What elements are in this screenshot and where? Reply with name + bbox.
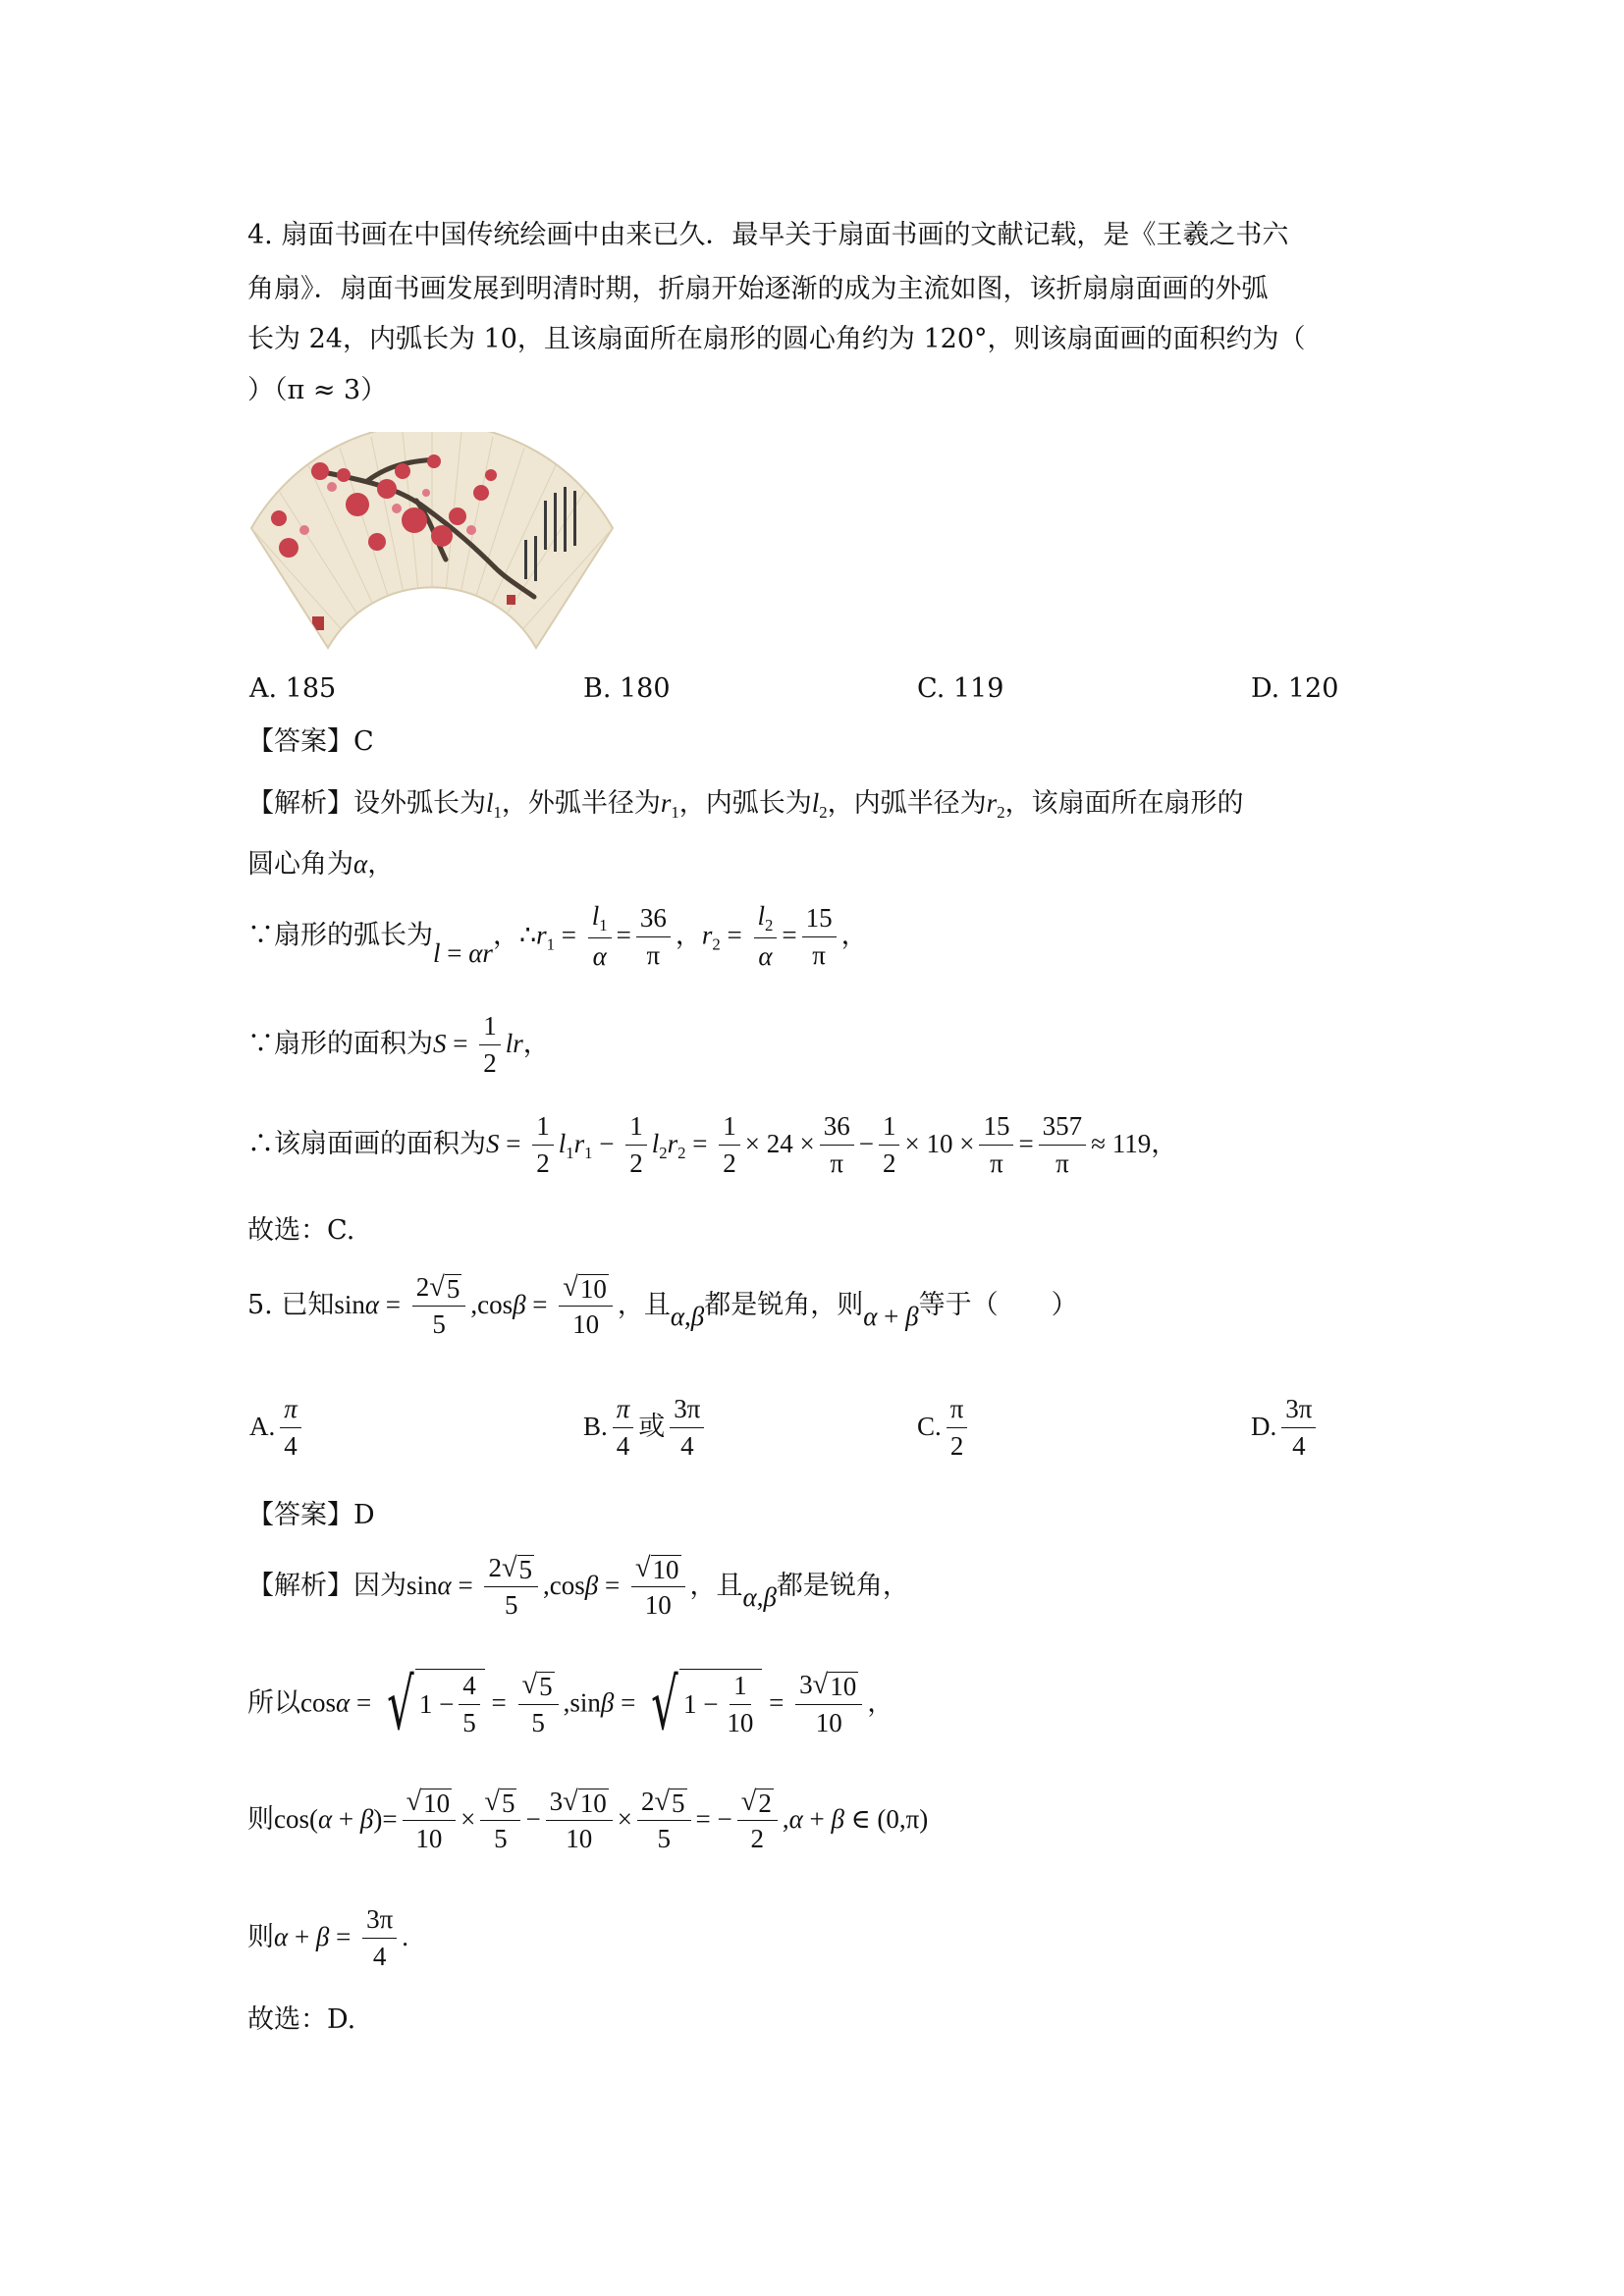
q4-answer: 【答案】C — [247, 726, 374, 757]
q5-analysis-line-2: 所以cosα = √ 1 − $\frac{4}{5}$ = √ 5 5 ,sinβ = √ 1 − $\frac{1}{10}$ = 3 √ 10 10 ， — [247, 1663, 894, 1745]
q5-conclusion: 故选：D. — [247, 2004, 356, 2035]
q4-analysis-line-2: 圆心角为α， — [247, 849, 395, 880]
q4-stem-line-4: ）（π ≈ 3） — [247, 375, 388, 405]
q4-analysis-line-1: 【解析】设外弧长为$l_1$，外弧半径为$r_1$，内弧长为$l_2$，内弧半径为$r_2$，该扇面所在扇形的 — [247, 788, 1244, 822]
q5-option-d: D. $\frac{3\pi}{4}$ — [1251, 1394, 1321, 1462]
option-b: B. 180 — [583, 673, 671, 704]
option-a: A. 185 — [249, 673, 337, 704]
q5-answer: 【答案】D — [247, 1500, 375, 1530]
q5-analysis-line-3: 则cos(α + β)= √ 10 10 × √ 5 5 − 3 √ 10 10 × 2 √ 5 5 = − √ 2 2 ,α + β ∈ (0,π) — [247, 1787, 929, 1854]
q5-option-b: B. $\frac{\pi}{4}$ 或 $\frac{3\pi}{4}$ — [583, 1394, 709, 1462]
q4-conclusion: 故选：C. — [247, 1215, 355, 1246]
fan-painting-image — [249, 432, 615, 658]
q5-option-a: A. $\frac{\pi}{4}$ — [249, 1394, 306, 1462]
option-d: D. 120 — [1251, 673, 1339, 704]
q4-arc-formula: ∵扇形的弧长为l = αr，$\therefore r_1$ = $\frac{l_1}{\alpha}$ = $\frac{36}{\pi}$ ，$r_2$ = $\frac{l_2}{\alpha}$ = $\frac{15}{\pi}$ ， — [247, 901, 868, 972]
q5-stem: 5. 已知sinα = 2 √ 5 5 ,cosβ = √ 10 10 ，且α,β都是锐角，则α + β等于（ ） — [247, 1272, 1078, 1340]
q4-stem-line-2: 角扇》．扇面书画发展到明清时期，折扇开始逐渐的成为主流如图，该折扇扇面画的外弧 — [247, 274, 1269, 304]
option-c: C. 119 — [917, 673, 1004, 704]
q5-analysis-line-1: 【解析】因为sinα = 2 √ 5 5 ,cosβ = √ 10 10 ，且α,β都是锐角， — [247, 1553, 909, 1621]
analysis-label: 【解析】 — [247, 1571, 353, 1602]
q4-stem-line-1: 4. 扇面书画在中国传统绘画中由来已久．最早关于扇面书画的文献记载，是《王羲之书六 — [247, 220, 1289, 250]
analysis-label: 【解析】 — [247, 788, 353, 819]
q5-option-c: C. $\frac{\pi}{2}$ — [917, 1394, 972, 1462]
q4-area-calculation: ∴该扇面画的面积为S = $\frac{1}{2}$ $l_1r_1$ − $\frac{1}{2}$ $l_2r_2$ = $\frac{1}{2}$ × 24 × $\frac{36}{\pi}$ − $\frac{1}{2}$ × 10 × $\frac{15}{\pi}$ = $\frac{357}{\pi}$ ≈ 119， — [247, 1111, 1178, 1179]
q4-area-formula: ∵扇形的面积为S = $\frac{1}{2}$ lr， — [247, 1011, 550, 1079]
q4-stem-line-3: 长为 24，内弧长为 10，且该扇面所在扇形的圆心角约为 120°，则该扇面画的面积约为（ — [247, 324, 1306, 354]
q5-analysis-line-4: 则α + β = $\frac{3\pi}{4}$ . — [247, 1904, 408, 1972]
